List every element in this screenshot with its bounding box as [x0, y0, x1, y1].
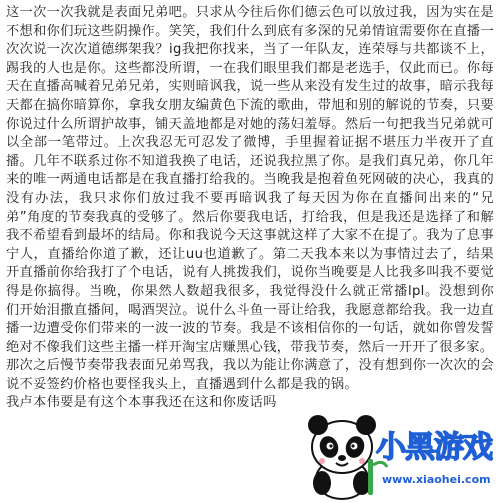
site-watermark [298, 409, 498, 501]
watermark-title: 小黑游戏 [376, 430, 492, 465]
article-paragraph-3: 我卢本伟要是有这个本事我还在这和你废话吗 [6, 395, 277, 411]
article-paragraph-1: 这一次一次我就是表面兄弟吧。只求从今往后你们德云色可以放过我，因为实在是不想和你们玩这些阴操作。笑笑，我们什么到底有多深的兄弟情谊需要你在直播一次次说一次次道德绑架我？ig我把你找来，当了一年队友，连荣辱与共都谈不上，踢我的人也是你。这些都没所谓，一在我们眼里我们都是老选手，仅此而已。你每天在直播高喊着兄弟兄弟，实则暗讽我，说一些从来没有发生过的故事，暗示我每天都在搞你暗算你，拿我女朋友编黄色下流的歌曲，带旭和别的解说的节奏，只要你说过什么所谓护故事，铺天盖地都是对她的荡妇羞辱。然后一句把我当兄弟就可以全部一笔带过。上次我忍无可忍发了微博，手里握着证据不堪压力半夜开了直播。几年不联系过你不知道我换了电话，还说我拉黑了你。是我们真兄弟，你几年来的唯一两通电话都是在我直播打给我的。当晚我是抱着鱼死网破的决心，我真的没有办法，我只求你们放过我不要再暗讽我了每天因为你在直播间出来的“兄弟”角度的节奏我真的受够了。然后你要我电话，打给我，但是我还是选择了和解我不希望看到最坏的结局。你和我说今天这事就这样了大家不在提了。我为了息事宁人，直播给你道了歉，还让uu也道歉了。第二天我本来以为事情过去了，结果开直播前你给我打了个电话，说有人挑拨我们，说你当晚要是人比我多叫我不要觉得是你搞得。当晚，你果然人数超我很多，我觉得没什么就正常播lpl。没想到你们开始泪撒直播间，喝酒哭泣。说什么斗鱼一哥让给我，我愿意都给我。我一边直播一边遭受你们带来的一波一波的节奏。我是不该相信你的一句话，就如你曾发誓绝对不像我们这些主播一样开淘宝店赚黑心钱，带我节奏，然后一开开了很多家。 [6, 5, 494, 355]
article-paragraph-2: 那次之后慢节奏带我表面兄弟骂我，我以为能让你满意了，没有想到你一次次的会说不妥签约价格也要怪我头上，直播遇到什么都是我的锅。 [6, 358, 494, 392]
watermark-url: www.xiaohei.com [382, 473, 491, 486]
article-body [6, 4, 494, 413]
